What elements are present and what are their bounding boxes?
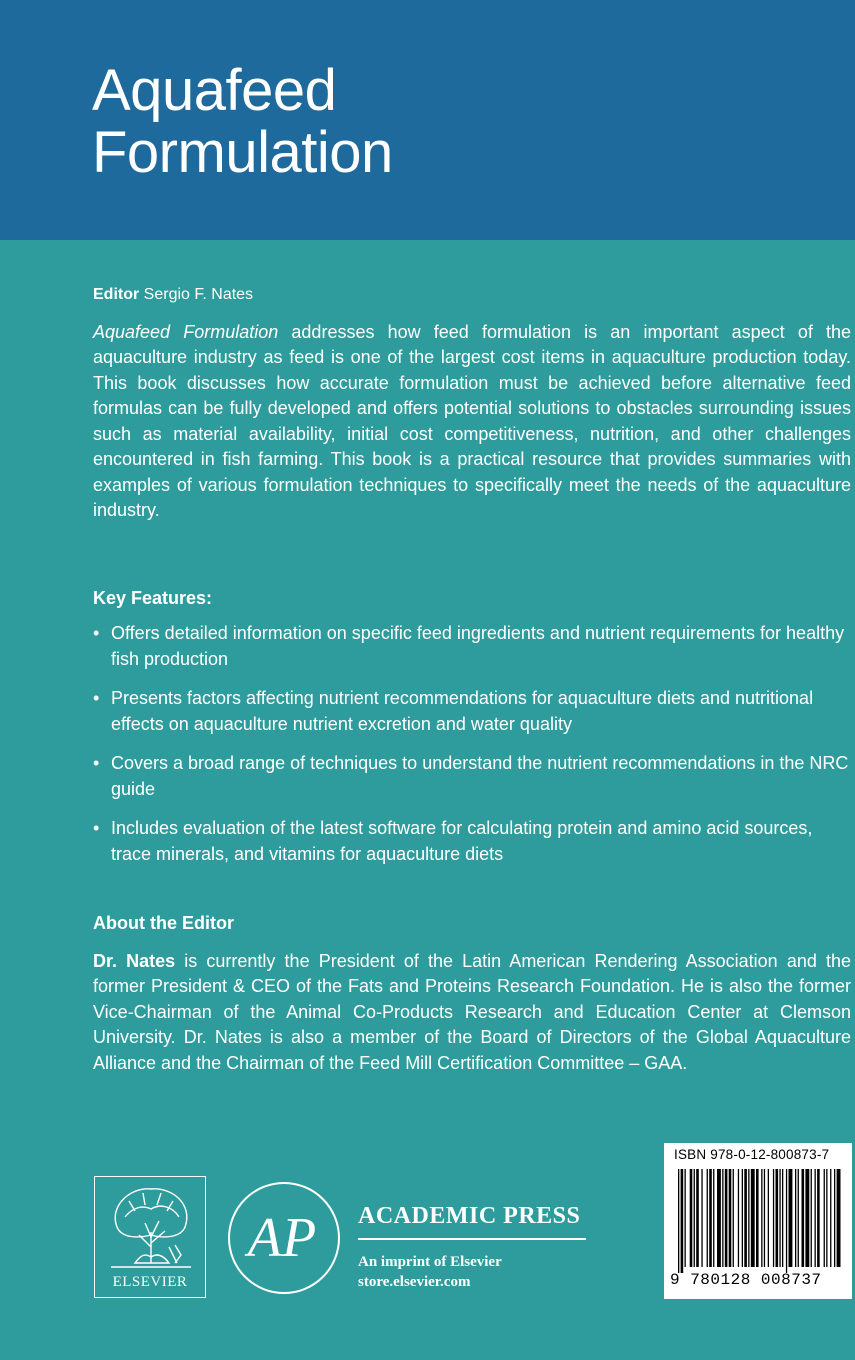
barcode-bar xyxy=(782,1169,783,1267)
description-text: addresses how feed formulation is an important aspect of the aquaculture industry as feed is one of the largest cost items in aquaculture production today. This book discusses how accurate formulation must be achieved before alternative feed formulas can be fully developed and offers potential solutions to obstacles surrounding issues such as material availability, initial cost competitiveness, nutrition, and other challenges encountered in fish farming. This book is a practical resource that provides summaries with examples of various formulation techniques to specifically meet the needs of the aquaculture industry. xyxy=(93,321,852,520)
barcode-bar xyxy=(768,1169,769,1267)
barcode-bar xyxy=(722,1169,723,1267)
ap-monogram: AP xyxy=(247,1207,317,1269)
barcode-bar xyxy=(733,1169,734,1267)
barcode-bar xyxy=(811,1169,812,1267)
about-editor-text xyxy=(93,949,851,1077)
book-title-line-2: Formulation xyxy=(92,120,393,185)
barcode-bar xyxy=(701,1169,702,1267)
barcode-bar xyxy=(685,1169,686,1267)
barcode-bar xyxy=(815,1169,816,1267)
barcode-bar xyxy=(805,1169,809,1267)
about-editor-name: Dr. Nates xyxy=(93,950,176,971)
barcode-bar xyxy=(834,1169,835,1267)
barcode-bar xyxy=(696,1169,699,1267)
barcode-bar xyxy=(826,1169,827,1267)
barcode-bar xyxy=(761,1169,762,1267)
key-feature-item: • Presents factors affecting nutrient recommendations for aquaculture diets and nutritional effects on aquaculture nutrient excretion and water quality xyxy=(93,686,851,737)
elsevier-wordmark: ELSEVIER xyxy=(112,1274,188,1290)
book-title-line-1: Aquafeed xyxy=(92,58,337,123)
barcode-bar xyxy=(742,1169,743,1267)
barcode-bar xyxy=(707,1169,708,1267)
barcode-bar xyxy=(824,1169,825,1267)
barcode-bar xyxy=(764,1169,765,1267)
barcode-box xyxy=(664,1143,852,1299)
barcode-bar xyxy=(817,1169,820,1267)
academic-press-logo xyxy=(226,1180,342,1296)
barcode-bar xyxy=(748,1169,749,1267)
barcode-bar xyxy=(744,1169,747,1267)
barcode-bar xyxy=(837,1169,841,1267)
barcode-bar xyxy=(798,1169,799,1267)
key-features-heading: Key Features: xyxy=(93,587,213,608)
barcode-bar xyxy=(830,1169,831,1267)
barcode-bar xyxy=(681,1169,684,1273)
press-divider xyxy=(358,1238,586,1240)
elsevier-tree-logo xyxy=(94,1176,206,1298)
ap-monogram-icon xyxy=(226,1180,342,1296)
barcode-bar xyxy=(795,1169,796,1267)
barcode-digits: 9 780128 008737 xyxy=(670,1271,822,1289)
barcode-bar xyxy=(786,1169,787,1273)
barcode-bar xyxy=(773,1169,774,1267)
barcode-bar xyxy=(751,1169,755,1267)
about-editor-heading: About the Editor xyxy=(93,913,234,933)
barcode-bar xyxy=(678,1169,679,1273)
key-feature-item: • Offers detailed information on specific feed ingredients and nutrient requirements for healthy fish production xyxy=(93,621,851,672)
header-band xyxy=(0,0,855,240)
book-description xyxy=(93,320,851,524)
barcode-bar xyxy=(779,1169,780,1267)
editor-line xyxy=(93,282,851,308)
academic-press-block xyxy=(358,1203,586,1292)
about-editor-bio: is currently the President of the Latin American Rendering Association and the former President & CEO of the Fats and Proteins Research Foundation. He is also the former Vice-Chairman of the Animal Co-Products Research and Education Center at Clemson University. Dr. Nates is also a member of the Board of Directors of the Global Aquaculture Alliance and the Chairman of the Feed Mill Certification Committee – GAA. xyxy=(93,950,851,1073)
key-feature-item: • Includes evaluation of the latest software for calculating protein and amino acid sources, trace minerals, and vitamins for aquaculture diets xyxy=(93,816,851,867)
barcode-bar xyxy=(776,1169,779,1267)
key-features-list xyxy=(93,621,851,867)
barcode-bar xyxy=(756,1169,759,1267)
barcode-bar xyxy=(709,1169,712,1267)
key-feature-item: • Covers a broad range of techniques to understand the nutrient recommendations in the NRC guide xyxy=(93,751,851,802)
imprint-text: An imprint of Elsevier xyxy=(358,1253,502,1270)
book-title xyxy=(92,60,393,184)
barcode-bar xyxy=(694,1169,695,1267)
barcode-bar xyxy=(802,1169,805,1267)
store-url: store.elsevier.com xyxy=(358,1273,471,1290)
back-cover-content xyxy=(93,282,851,1076)
barcode-bar xyxy=(717,1169,721,1267)
barcode-bar xyxy=(713,1169,714,1267)
editor-name: Sergio F. Nates xyxy=(143,286,254,303)
isbn-label: ISBN 978-0-12-800873-7 xyxy=(674,1147,830,1162)
barcode-bar xyxy=(729,1169,732,1267)
barcode-bar xyxy=(725,1169,728,1267)
academic-press-name: ACADEMIC PRESS xyxy=(358,1203,581,1229)
barcode-bar xyxy=(789,1169,793,1267)
editor-label: Editor xyxy=(93,286,140,303)
barcode-bar xyxy=(690,1169,693,1267)
description-book-title: Aquafeed Formulation xyxy=(93,321,279,342)
barcode-bar xyxy=(738,1169,739,1267)
